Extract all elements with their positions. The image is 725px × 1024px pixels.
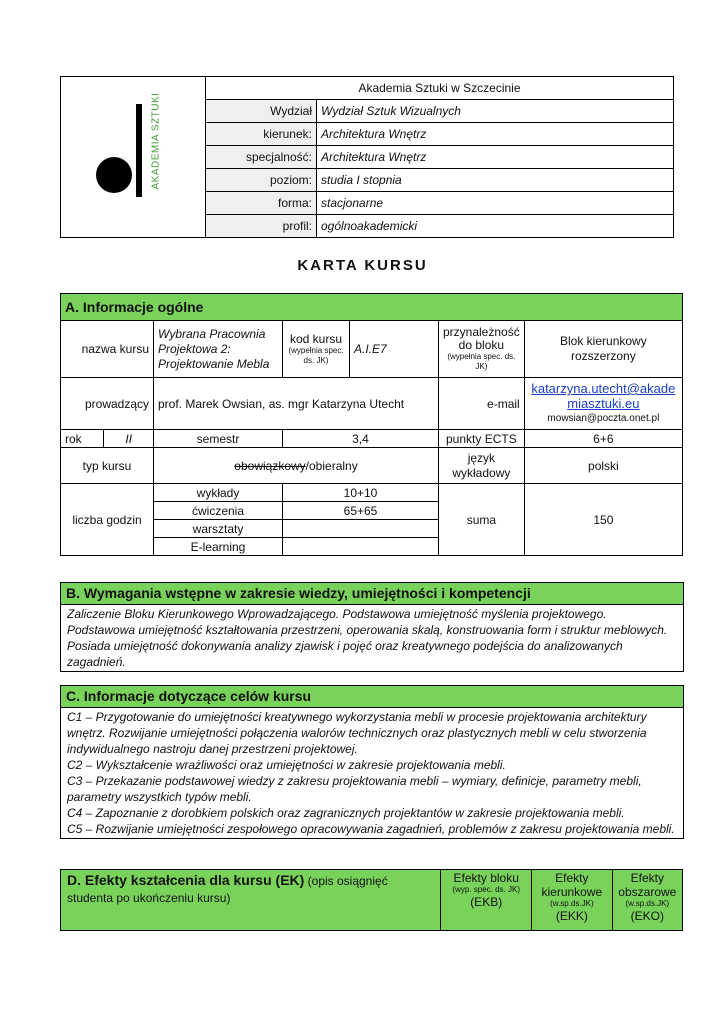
przyn-cell	[439, 321, 525, 378]
efekty-kierunkowe-title: Efekty kierunkowe	[541, 871, 603, 899]
header-table	[60, 76, 674, 238]
prowadzacy-label: prowadzący	[61, 378, 154, 430]
section-d-title	[61, 870, 441, 931]
goal-item: C2 – Wykształcenie wrażliwości oraz umiejętności w zakresie projektowania mebli.	[67, 758, 506, 772]
suma-value: 150	[524, 484, 682, 556]
jezyk-value: polski	[524, 448, 682, 484]
efekty-obszarowe-note: (w.sp.ds.JK)	[625, 899, 670, 908]
header-value-kierunek: Architektura Wnętrz	[317, 123, 674, 146]
header-value-wydzial: Wydział Sztuk Wizualnych	[317, 100, 674, 123]
godziny-warsztaty-value	[283, 520, 439, 538]
przyn-note: (wypełnia spec. ds. JK)	[447, 352, 516, 371]
godziny-label: liczba godzin	[61, 484, 154, 556]
godziny-elearning-value	[283, 538, 439, 556]
efekty-bloku-abbr: (EKB)	[470, 895, 503, 909]
goal-item: C4 – Zapoznanie z dorobkiem polskich oraz zagranicznych projektantów w zakresie projektowania mebli.	[67, 806, 625, 820]
header-label-forma: forma:	[206, 192, 317, 215]
jezyk-label: język wykładowy	[439, 448, 525, 484]
goal-item: C5 – Rozwijanie umiejętności zespołowego opracowywania zagadnień, problemów z zakresu projektowania mebli.	[67, 822, 675, 836]
section-d-title-bold: D. Efekty kształcenia dla kursu (EK)	[67, 872, 305, 888]
section-c-body	[61, 708, 683, 838]
logo-text: AKADEMIA SZTUKI	[150, 92, 162, 190]
header-label-kierunek: kierunek:	[206, 123, 317, 146]
typ-strike: obowiązkowy	[234, 458, 306, 473]
efekty-bloku-cell	[441, 870, 532, 931]
ects-label: punkty ECTS	[439, 430, 525, 448]
section-a-title: A. Informacje ogólne	[61, 294, 683, 321]
prowadzacy-value: prof. Marek Owsian, as. mgr Katarzyna Utecht	[154, 378, 439, 430]
blok-value: Blok kierunkowy rozszerzony	[524, 321, 682, 378]
section-b	[60, 582, 684, 672]
semestr-label: semestr	[154, 430, 283, 448]
efekty-bloku-note: (wyp. spec. ds. JK)	[452, 885, 520, 894]
email-label: e-mail	[439, 378, 525, 430]
nazwa-label: nazwa kursu	[61, 321, 154, 378]
typ-rest: /obieralny	[305, 458, 358, 473]
header-label-poziom: poziom:	[206, 169, 317, 192]
page-title: KARTA KURSU	[297, 257, 428, 274]
header-value-specjalnosc: Architektura Wnętrz	[317, 146, 674, 169]
efekty-kierunkowe-note: (w.sp.ds.JK)	[550, 899, 594, 908]
header-label-wydzial: Wydział	[206, 100, 317, 123]
nazwa-value: Wybrana Pracownia Projektowa 2: Projektowanie Mebla	[154, 321, 283, 378]
header-label-specjalnosc: specjalność:	[206, 146, 317, 169]
typ-label: typ kursu	[61, 448, 154, 484]
efekty-obszarowe-cell	[612, 870, 682, 931]
section-c-title: C. Informacje dotyczące celów kursu	[61, 686, 683, 708]
godziny-elearning-label: E-learning	[154, 538, 283, 556]
kod-value: A.I.E7	[350, 321, 439, 378]
godziny-cwiczenia-label: ćwiczenia	[154, 502, 283, 520]
section-d-title-rest: (opis osiągnięć studenta po ukończeniu kursu)	[67, 874, 388, 905]
semestr-value: 3,4	[283, 430, 439, 448]
email-secondary: mowsian@poczta.onet.pl	[547, 413, 660, 424]
kod-cell	[283, 321, 350, 378]
header-label-profil: profil:	[206, 215, 317, 238]
section-a-table	[60, 293, 683, 556]
section-b-text: Zaliczenie Bloku Kierunkowego Wprowadzającego. Podstawowa umiejętność myślenia projektowego. Podstawowa umiejętność kształtowania przestrzeni, operowania skalą, konstruowania form i struktur meblowych. Posiada umiejętność dokonywania analizy zjawisk i pojęć oraz kreatywnego podejścia do analizowanych zagadnień.	[67, 607, 668, 669]
section-c	[60, 685, 684, 839]
godziny-warsztaty-label: warsztaty	[154, 520, 283, 538]
rok-value: II	[104, 430, 154, 448]
kod-label: kod kursu	[289, 331, 343, 346]
email-link[interactable]: katarzyna.utecht@akademiasztuki.eu	[531, 381, 676, 411]
efekty-kierunkowe-cell	[532, 870, 613, 931]
header-value-forma: stacjonarne	[317, 192, 674, 215]
efekty-kierunkowe-abbr: (EKK)	[555, 909, 588, 923]
header-value-poziom: studia I stopnia	[317, 169, 674, 192]
header-value-profil: ogólnoakademicki	[317, 215, 674, 238]
rok-label: rok	[61, 430, 104, 448]
logo-cell	[61, 77, 206, 238]
suma-label: suma	[439, 484, 525, 556]
przyn-label: przynależność do bloku	[443, 325, 520, 352]
efekty-obszarowe-title: Efekty obszarowe	[618, 871, 677, 899]
ects-value: 6+6	[524, 430, 682, 448]
godziny-wyklady-label: wykłady	[154, 484, 283, 502]
logo-circle-icon	[96, 157, 132, 193]
goal-item: C3 – Przekazanie podstawowej wiedzy z zakresu projektowania mebli – wymiary, definicje, parametry mebli, parametry wszystkich typów mebli.	[67, 774, 642, 804]
logo-bar-icon	[136, 104, 142, 197]
goal-item: C1 – Przygotowanie do umiejętności kreatywnego wykorzystania mebli w procesie projektowania architektury wnętrz. Rozwijanie umiejętności połączenia walorów technicznych oraz plastycznych mebli w celu stworzenia indywidualnego nastroju danej przestrzeni projektowej.	[67, 710, 647, 756]
godziny-wyklady-value: 10+10	[283, 484, 439, 502]
section-d-table	[60, 869, 683, 931]
kod-note: (wypełnia spec. ds. JK)	[288, 345, 344, 365]
academy-name: Akademia Sztuki w Szczecinie	[206, 77, 674, 100]
email-cell	[524, 378, 682, 430]
efekty-obszarowe-abbr: (EKO)	[630, 909, 664, 923]
typ-value	[154, 448, 439, 484]
godziny-cwiczenia-value: 65+65	[283, 502, 439, 520]
efekty-bloku-title: Efekty bloku	[453, 871, 519, 885]
section-b-title: B. Wymagania wstępne w zakresie wiedzy, umiejętności i kompetencji	[61, 583, 683, 605]
